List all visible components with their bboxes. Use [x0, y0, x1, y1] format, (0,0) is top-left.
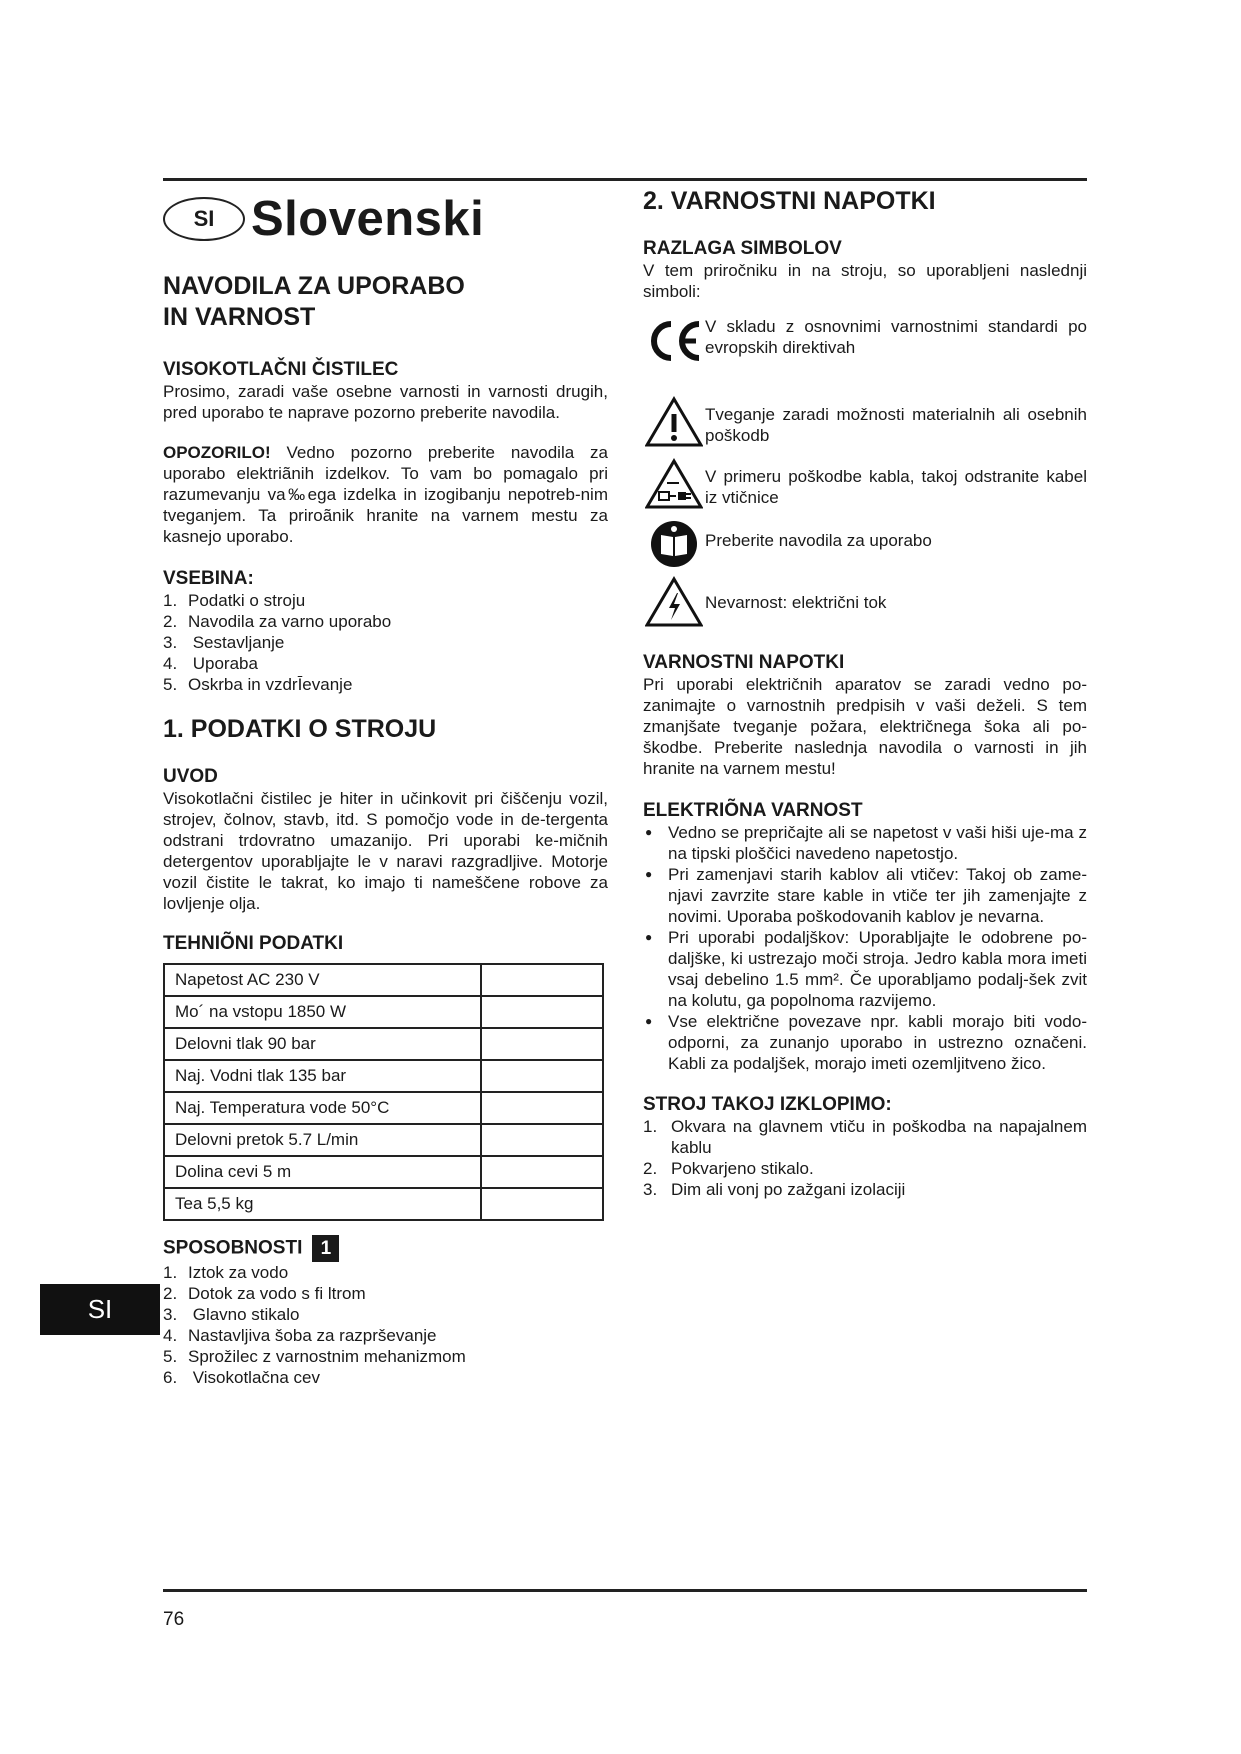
language-header	[163, 185, 608, 253]
warning-text: Vedno pozorno preberite navodila za uporabo elektriãnih izdelkov. To vam bo pomagalo pri razumevanju va‰ega izdelka in izogibanju nepotreb-nim tveganjem. Ta priroãnik hranite na varnem mestu za kasnejo uporabo.	[163, 443, 608, 546]
left-column	[163, 185, 608, 1388]
symbol-text: V primeru poškodbe kabla, takoj odstranite kabel iz vtičnice	[705, 467, 1087, 507]
list-item: 2. Pokvarjeno stikalo.	[643, 1159, 814, 1178]
safety-heading: VARNOSTNI NAPOTKI	[643, 652, 845, 673]
contents-heading: VSEBINA:	[163, 568, 254, 589]
figure-badge: 1	[312, 1235, 339, 1262]
contents-list	[163, 590, 608, 695]
table-row: Napetost AC 230 V	[164, 964, 603, 996]
symbols-intro: V tem priročniku in na stroju, so uporabljeni naslednji simboli:	[643, 261, 1087, 301]
list-item: 1. Podatki o stroju	[163, 591, 306, 610]
symbol-row-manual	[643, 518, 1087, 570]
bottom-rule	[163, 1589, 1087, 1592]
table-row: Delovni pretok 5.7 L/min	[164, 1124, 603, 1156]
symbol-text: Nevarnost: električni tok	[705, 593, 887, 612]
read-manual-icon	[643, 518, 705, 570]
section2-heading: 2. VARNOSTNI NAPOTKI	[643, 187, 936, 215]
list-item: 4. Uporaba	[163, 654, 258, 673]
symbol-row-warning	[643, 396, 1087, 448]
safety-text: Pri uporabi električnih aparatov se zaradi vedno po-zanimajte o varnostnih predpisih v vaši deželi. S tem zmanjšate tveganje požara, električnega šoka ali po-škodbe. Preberite naslednja navodila o varnosti in jih hranite na varnem mestu!	[643, 675, 1087, 778]
section1-heading: 1. PODATKI O STROJU	[163, 715, 437, 743]
page-title	[163, 271, 608, 333]
table-row: Naj. Temperatura vode 50°C	[164, 1092, 603, 1124]
title-line-2: IN VARNOST	[163, 303, 316, 331]
language-name: Slovenski	[251, 192, 485, 246]
right-column	[643, 185, 1087, 1200]
shutdown-heading: STROJ TAKOJ IZKLOPIMO:	[643, 1094, 892, 1115]
specs-table	[163, 963, 604, 1221]
electric-shock-icon	[643, 576, 705, 628]
title-line-1: NAVODILA ZA UPORABO	[163, 272, 465, 300]
shutdown-list	[643, 1116, 1087, 1200]
electric-list	[643, 822, 1087, 1074]
intro-section-heading: UVOD	[163, 766, 218, 787]
symbol-row-ce	[643, 316, 1087, 366]
list-item: ● Vedno se prepričajte ali se napetost v vaši hiši uje-ma z na tipski ploščici navedeno napetostjo.	[643, 822, 1087, 864]
ce-mark-icon	[643, 316, 705, 366]
list-item: 3. Dim ali vonj po zažgani izolaciji	[643, 1180, 906, 1199]
list-item: 3. Sestavljanje	[163, 633, 285, 652]
intro-heading: VISOKOTLAČNI ČISTILEC	[163, 359, 399, 380]
cable-unplug-icon	[643, 458, 705, 510]
features-heading: SPOSOBNOSTI 1	[163, 1235, 608, 1262]
symbol-text: V skladu z osnovnimi varnostnimi standardi po evropskih direktivah	[705, 317, 1087, 357]
symbol-text: Preberite navodila za uporabo	[705, 531, 932, 550]
page-number: 76	[163, 1609, 185, 1630]
table-row: Dolina cevi 5 m	[164, 1156, 603, 1188]
list-item: 3. Glavno stikalo	[163, 1305, 300, 1324]
symbol-row-cable	[643, 458, 1087, 510]
warning-paragraph	[163, 442, 608, 547]
language-badge: SI	[163, 197, 245, 241]
electric-heading: ELEKTRIÕNA VARNOST	[643, 800, 863, 821]
list-item: 1. Iztok za vodo	[163, 1263, 289, 1282]
intro-section-text: Visokotlačni čistilec je hiter in učinkovit pri čiščenju vozil, strojev, čolnov, stavb, itd. S pomočjo vode in de-tergenta odstrani trdovratno umazanijo. Pri uporabi ke-mičnih detergentov uporabljajte le v naravi razgradljive. Motorje vozil čistite le takrat, ko imajo ti nameščene robove za lovljenje olja.	[163, 789, 608, 913]
warning-triangle-icon	[643, 396, 705, 448]
list-item: 1. Okvara na glavnem vtiču in poškodba na napajalnem kablu	[643, 1117, 1087, 1157]
list-item: 4. Nastavljiva šoba za razprševanje	[163, 1326, 437, 1345]
list-item: 2. Navodila za varno uporabo	[163, 612, 392, 631]
list-item: 6. Visokotlačna cev	[163, 1368, 320, 1387]
list-item: 2. Dotok za vodo s fi ltrom	[163, 1284, 366, 1303]
list-item: ● Pri uporabi podaljškov: Uporabljajte le odobrene po-daljške, ki ustrezajo moči stroja. Jedro kabla mora imeti vsaj debelino 1.5 mm². Če uporabljamo podalj-šek zvit na kolutu, ga popolnoma razvijemo.	[643, 927, 1087, 1011]
language-side-tab: SI	[40, 1284, 160, 1335]
symbols-heading: RAZLAGA SIMBOLOV	[643, 238, 842, 259]
intro-text: Prosimo, zaradi vaše osebne varnosti in varnosti drugih, pred uporabo te naprave pozorno preberite navodila.	[163, 382, 608, 422]
symbol-row-electric	[643, 576, 1087, 628]
table-row: Tea 5,5 kg	[164, 1188, 603, 1220]
list-item: 5. Oskrba in vzdrĪevanje	[163, 675, 353, 694]
list-item: 5. Sprožilec z varnostnim mehanizmom	[163, 1347, 466, 1366]
tech-heading: TEHNIÕNI PODATKI	[163, 933, 344, 954]
top-rule	[163, 178, 1087, 181]
features-list	[163, 1262, 608, 1388]
warning-label: OPOZORILO!	[163, 443, 271, 462]
symbol-text: Tveganje zaradi možnosti materialnih ali osebnih poškodb	[705, 405, 1087, 445]
table-row: Delovni tlak 90 bar	[164, 1028, 603, 1060]
list-item: ● Pri zamenjavi starih kablov ali vtičev: Takoj ob zame-njavi zavrzite stare kable in vtiče ter jih zamenjajte z novimi. Uporaba poškodovanih kablov je nevarna.	[643, 864, 1087, 927]
table-row: Mo´ na vstopu 1850 W	[164, 996, 603, 1028]
table-row: Naj. Vodni tlak 135 bar	[164, 1060, 603, 1092]
list-item: ● Vse električne povezave npr. kabli morajo biti vodo-odporni, za zunanjo uporabo in ustrezno označeni. Kabli za podaljšek, morajo imeti ozemljitveno žico.	[643, 1011, 1087, 1074]
